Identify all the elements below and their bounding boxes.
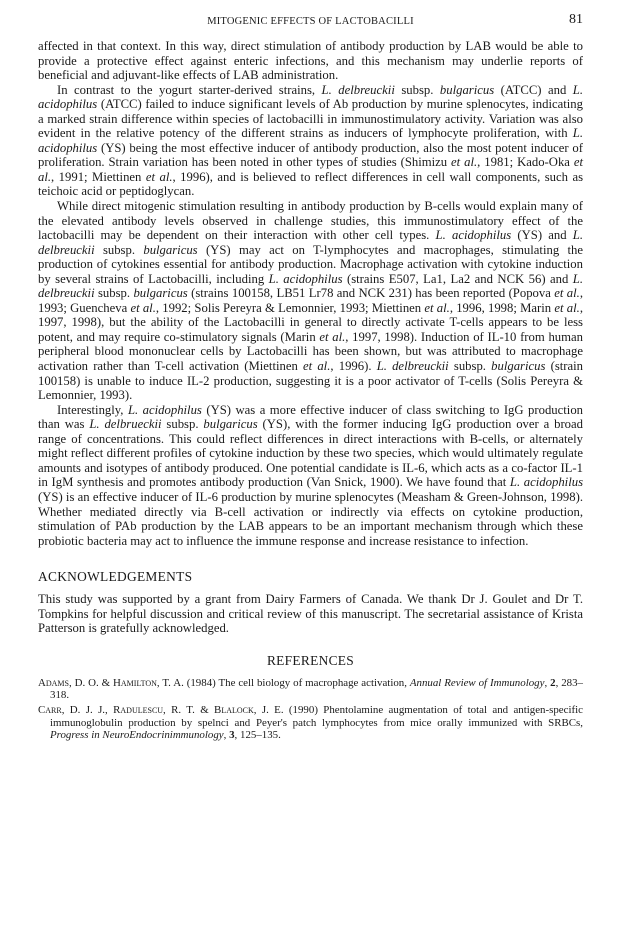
references-list [38, 677, 583, 741]
reference-volume: 2 [550, 676, 556, 689]
references-heading: REFERENCES [266, 652, 355, 668]
paragraph-2: In contrast to the yogurt starter-derived strains, L. delbreuckii subsp. bulgaricus (ATCC) and L. acidophilus (ATCC) failed to induce significant levels of Ab production by murine splenocytes, indicating a marked strain difference within species of lactobacilli in immunostimulatory activity. Variation was also evident in the relative potency of the different strains as inducers of lymphocyte proliferation, with L. acidophilus (YS) being the most effective inducer of antibody production, also the most potent inducer of proliferation. Strain variation has been noted in other types of studies (Shimizu et al., 1981; Kado-Oka et al., 1991; Miettinen et al., 1996), and is believed to reflect differences in cell wall components, such as teichoic acid or peptidoglycan. [38, 82, 584, 199]
reference-journal: Annual Review of Immunology [409, 676, 545, 689]
acknowledgements-text: This study was supported by a grant from Dairy Farmers of Canada. We thank Dr J. Goulet and Dr T. Tompkins for helpful discussion and critical review of this manuscript. The secretarial assistance of Krista Patterson is gratefully acknowledged. [38, 592, 583, 636]
reference-journal: Progress in NeuroEndocrinimmunology [50, 728, 224, 741]
paper-page [38, 12, 583, 744]
running-title: MITOGENIC EFFECTS OF LACTOBACILLI [207, 16, 414, 27]
acknowledgements-heading: ACKNOWLEDGEMENTS [38, 569, 193, 585]
reference-item: Adams, D. O. & Hamilton, T. A. (1984) The cell biology of macrophage activation, Annual Review of Immunology, 2, 283–318. [38, 676, 583, 702]
reference-authors: Carr, D. J. J., Radulescu, R. T. & Blalock, J. E. [38, 704, 284, 717]
paragraph-3: While direct mitogenic stimulation resulting in antibody production by B-cells would explain many of the elevated antibody levels observed in challenge studies, this immunostimulatory effect of the lactobacilli may be dependent on their interaction with other cell types. L. acidophilus (YS) and L. delbreuckii subsp. bulgaricus (YS) may act on T-lymphocytes and macrophages, stimulating the production of cytokines essential for antibody production. Macrophage activation with cytokine induction by several strains of Lactobacilli, including L. acidophilus (strains E507, La1, La2 and NCK 56) and L. delbreuckii subsp. bulgaricus (strains 100158, LB51 Lr78 and NCK 231) has been reported (Popova et al., 1993; Guencheva et al., 1992; Solis Pereyra & Lemonnier, 1993; Miettinen et al., 1996, 1998; Marin et al., 1997, 1998), but the ability of the Lactobacilli in general to directly activate T-cells appears to be less potent, and may require co-stimulatory signals (Marin et al., 1997, 1998). Induction of IL-10 from human peripheral blood mononuclear cells by Lactobacilli has been shown, but was attributed to macrophage activation rather than T-cell activation (Miettinen et al., 1996). L. delbreuckii subsp. bulgaricus (strain 100158) is unable to induce IL-2 production, suggesting it is a poor activator of T-cells (Solis Pereyra & Lemonnier, 1993). [38, 199, 584, 403]
reference-item: Carr, D. J. J., Radulescu, R. T. & Blalock, J. E. (1990) Phentolamine augmentation of total and antigen-specific immunoglobulin production by spelnci and Peyer's patch lymphocytes from mice orally immunized with SRBCs, Progress in NeuroEndocrinimmunology, 3, 125–135. [38, 704, 583, 741]
paragraph-4: Interestingly, L. acidophilus (YS) was a more effective inducer of class switching to IgG production than was L. delbrueckii subsp. bulgaricus (YS), with the former inducing IgG production over a broad range of concentrations. This could reflect differences in direct interactions with B-cells, or alternately might reflect different profiles of cytokine induction by these two species, which would ultimately regulate amounts and isotypes of antibody produced. One potential candidate is IL-6, which acts as a co-factor IL-1 in IgM synthesis and promotes antibody production (Van Snick, 1900). We have found that L. acidophilus (YS) is an effective inducer of IL-6 production by murine splenocytes (Measham & Green-Johnson, 1998). Whether mediated directly via B-cell activation or indirectly via effects on cytokine production, stimulation of PAb production by the LAB appears to be an important mechanism through which these probiotic bacteria may act to influence the immune response and increase resistance to infection. [38, 402, 584, 548]
running-head [38, 12, 583, 32]
reference-authors: Adams, D. O. & Hamilton, T. A. [38, 676, 184, 689]
paragraph-1: affected in that context. In this way, direct stimulation of antibody production by LAB would be able to provide a protective effect against enteric infections, and this mechanism may underlie reports of beneficial and adjuvant-like effects of LAB administration. [38, 39, 583, 83]
acknowledgements-section [38, 592, 583, 636]
reference-volume: 3 [229, 728, 235, 741]
page-number: 81 [569, 12, 583, 27]
body-text [38, 39, 583, 548]
